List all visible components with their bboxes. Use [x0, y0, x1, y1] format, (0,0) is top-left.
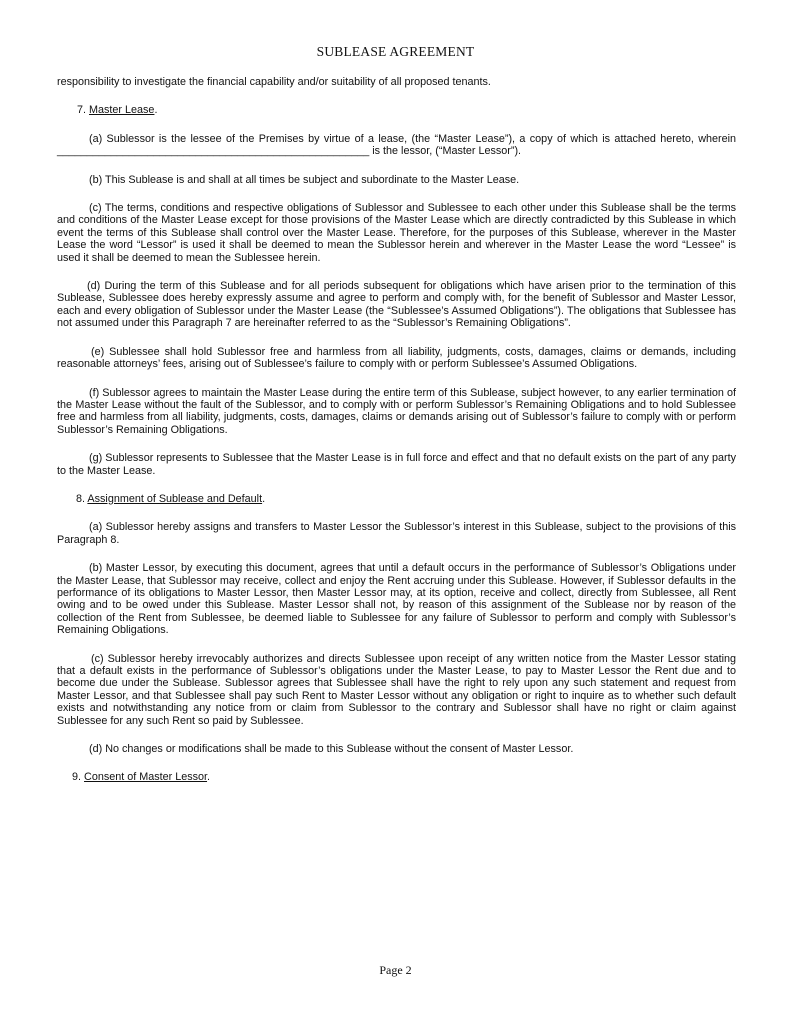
page-number: Page 2	[379, 963, 412, 977]
section-8-heading	[57, 493, 736, 505]
section-7d-paragraph: (d) During the term of this Sublease and for all periods subsequent for obligations which have arisen prior to the termination of this Sublease, Sublessee does hereby expressly assume and agree to perform and comply with, for the benefit of Sublessor and Master Lessor, each and every obligation of Sublessor under the Master Lease (the “Sublessee’s Assumed Obligations”). The obligations that Sublessee has not assumed under this Paragraph 7 are hereinafter referred to as the “Sublessor’s Remaining Obligations”.	[57, 280, 736, 330]
section-7-heading	[57, 104, 736, 116]
section-9-title: Consent of Master Lessor	[84, 771, 208, 784]
section-7f-paragraph: (f) Sublessor agrees to maintain the Master Lease during the entire term of this Sublease, subject however, to any earlier termination of the Master Lease without the fault of the Sublessor, and to comply with or perform Sublessor’s Remaining Obligations and to hold Sublessee free and harmless from all liability, judgments, costs, damages, claims or demands arising out of Sublessor’s failure to comply with or perform Sublessor’s Remaining Obligations.	[57, 386, 736, 436]
section-9-heading	[57, 771, 736, 783]
section-7-number: 7.	[77, 104, 90, 117]
section-7b-paragraph: (b) This Sublease is and shall at all times be subject and subordinate to the Master Lease.	[89, 173, 520, 186]
section-8a-paragraph: (a) Sublessor hereby assigns and transfers to Master Lessor the Sublessor’s interest in this Sublease, subject to the provisions of this Paragraph 8.	[57, 521, 736, 546]
section-7a-paragraph: (a) Sublessor is the lessee of the Premises by virtue of a lease, (the “Master Lease”), a copy of which is attached hereto, wherein ____________________________________________________ is the lessor, (“Master Lessor”).	[57, 132, 736, 158]
section-9-title-suffix: .	[207, 771, 211, 784]
section-7e-paragraph: (e) Sublessee shall hold Sublessor free and harmless from all liability, judgments, costs, damages, claims or demands, including reasonable attorneys’ fees, arising out of Sublessee’s failure to comply with or perform Sublessee’s Assumed Obligations.	[57, 345, 736, 371]
section-8d-paragraph: (d) No changes or modifications shall be made to this Sublease without the consent of Master Lessor.	[89, 743, 574, 756]
section-7-title-suffix: .	[154, 104, 158, 117]
section-8b-paragraph: (b) Master Lessor, by executing this document, agrees that until a default occurs in the performance of Sublessor’s Obligations under the Master Lease, that Sublessor may receive, collect and enjoy the Rent accruing under this Sublease. However, if Sublessor defaults in the performance of its obligations to Master Lessor, then Master Lessor may, at its option, receive and collect, directly from Sublessee, all Rent owing and to be owed under this Sublease. Master Lessor shall not, by reason of this assignment of the Sublease nor by reason of the collection of the Rent from Sublessee, be deemed liable to Sublessee for any failure of Sublessor to perform and comply with Sublessor’s Remaining Obligations.	[57, 562, 736, 637]
intro-paragraph: responsibility to investigate the financial capability and/or suitability of all proposed tenants.	[57, 76, 491, 88]
document-title: SUBLEASE AGREEMENT	[316, 44, 475, 59]
section-8-number: 8.	[76, 492, 88, 505]
section-7g-paragraph: (g) Sublessor represents to Sublessee that the Master Lease is in full force and effect and that no default exists on the part of any party to the Master Lease.	[57, 452, 736, 477]
section-9-number: 9.	[72, 771, 85, 784]
section-7-title: Master Lease	[89, 104, 155, 117]
document-body	[57, 76, 736, 800]
section-8-title: Assignment of Sublease and Default	[87, 492, 263, 505]
section-7c-paragraph: (c) The terms, conditions and respective obligations of Sublessor and Sublessee to each other under this Sublease shall be the terms and conditions of the Master Lease except for those provisions of the Master Lease which are directly contradicted by this Sublease in which event the terms of this Sublease shall control over the Master Lease. Therefore, for the purposes of this Sublease, wherever in the Master Lease the word “Lessor” is used it shall be deemed to mean the Sublessor herein and wherever in the Master Lease the word “Lessee” is used it shall be deemed to mean the Sublessee herein.	[57, 202, 736, 264]
section-8c-paragraph: (c) Sublessor hereby irrevocably authorizes and directs Sublessee upon receipt of any written notice from the Master Lessor stating that a default exists in the performance of Sublessor’s obligations under the Master Lease, to pay to Master Lessor the Rent due and to become due under the Sublease. Sublessor agrees that Sublessee shall have the right to rely upon any such statement and request from Master Lessor, and that Sublessee shall pay such Rent to Master Lessor without any obligation or right to inquire as to whether such default exists and notwithstanding any notice from or claim from Sublessor to the contrary and Sublessor shall have no right or claim against Sublessee for any such Rent so paid by Sublessee.	[57, 652, 736, 727]
section-8-title-suffix: .	[262, 492, 266, 505]
